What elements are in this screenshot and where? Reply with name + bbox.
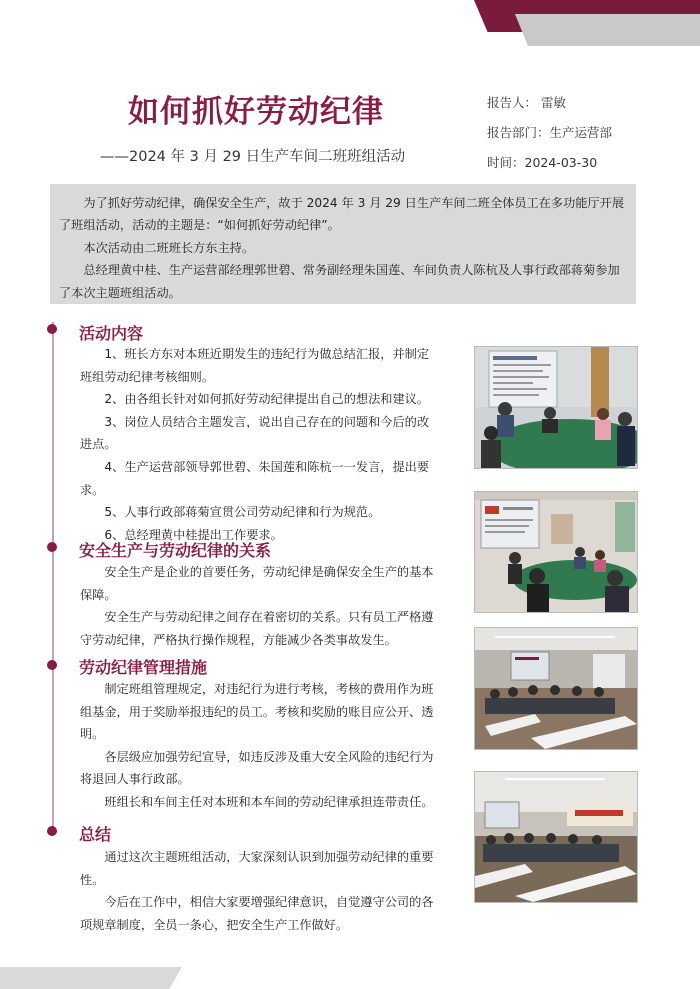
intro-paragraph-1: 为了抓好劳动纪律，确保安全生产，故于 2024 年 3 月 29 日生产车间二班全体员工在多功能厅开展 xyxy=(83,196,625,210)
measures-paragraph-2: 各层级应加强劳纪宣导，如违反涉及重大安全风险的违纪行为将退回人事行政部。 xyxy=(80,749,434,787)
timeline-bullet xyxy=(47,324,57,334)
summary-paragraph-2: 今后在工作中，相信大家要增强纪律意识，自觉遵守公司的各项规章制度，全员一条心，把安全生产工作做好。 xyxy=(80,895,434,932)
reporter: 报告人： 雷敏 xyxy=(487,95,566,110)
section-heading-relationship: 安全生产与劳动纪律的关系 xyxy=(79,541,272,560)
intro-paragraph-1-cont: 了班组活动，活动的主题是：“如何抓好劳动纪律”。 xyxy=(59,218,340,233)
relationship-paragraph-2: 安全生产与劳动纪律之间存在着密切的关系。只有员工严格遵守劳动纪律，严格执行操作规程，方能减少各类事故发生。 xyxy=(80,610,434,647)
footer-decoration xyxy=(0,967,182,989)
intro-paragraph-3: 总经理黄中桂、生产运营部经理郭世碧、常务副经理朱国莲、车间负责人陈杭及人事行政部蒋菊参加 xyxy=(83,263,620,278)
report-date: 时间：2024-03-30 xyxy=(487,155,598,170)
section-body-summary xyxy=(80,846,440,936)
timeline-bullet xyxy=(47,826,57,836)
section-heading-measures: 劳动纪律管理措施 xyxy=(79,658,208,677)
timeline-bullet xyxy=(47,542,57,552)
measures-paragraph-3: 班组长和车间主任对本班和本车间的劳动纪律承担连带责任。 xyxy=(104,794,434,809)
activity-photo-2 xyxy=(474,491,638,613)
measures-paragraph-1: 制定班组管理规定，对违纪行为进行考核，考核的费用作为班组基金，用于奖励举报违纪的员工。考核和奖励的账目应公开、透明。 xyxy=(80,682,434,742)
intro-box xyxy=(50,184,636,304)
section-heading-summary: 总结 xyxy=(79,825,112,844)
page-title: 如何抓好劳动纪律 xyxy=(128,94,384,130)
section-body-activity xyxy=(80,343,440,546)
activity-item-4: 4、生产运营部领导郭世碧、朱国莲和陈杭一一发言，提出要求。 xyxy=(80,459,430,497)
activity-item-1: 1、班长方东对本班近期发生的违纪行为做总结汇报，并制定班组劳动纪律考核细则。 xyxy=(80,347,430,384)
report-meta xyxy=(487,94,612,184)
activity-photo-4 xyxy=(474,771,638,903)
activity-photo-1 xyxy=(474,346,638,469)
relationship-paragraph-1: 安全生产是企业的首要任务，劳动纪律是确保安全生产的基本保障。 xyxy=(80,565,434,602)
timeline-bullet xyxy=(47,660,57,670)
section-heading-activity: 活动内容 xyxy=(79,324,144,343)
activity-item-6: 6、总经理黄中桂提出工作要求。 xyxy=(104,527,283,542)
summary-paragraph-1: 通过这次主题班组活动，大家深刻认识到加强劳动纪律的重要性。 xyxy=(80,850,434,887)
section-body-relationship xyxy=(80,561,440,651)
activity-item-2: 2、由各组长针对如何抓好劳动纪律提出自己的想法和建议。 xyxy=(104,392,430,407)
activity-item-3: 3、岗位人员结合主题发言，说出自己存在的问题和今后的改进点。 xyxy=(80,414,430,452)
intro-paragraph-2: 本次活动由二班班长方东主持。 xyxy=(83,240,255,255)
timeline-line xyxy=(52,322,54,836)
intro-paragraph-3-cont: 了本次主题班组活动。 xyxy=(59,285,181,300)
report-department: 报告部门：生产运营部 xyxy=(487,125,613,140)
activity-photo-3 xyxy=(474,627,638,750)
header-decoration-gray xyxy=(515,14,700,46)
page-subtitle: ——2024 年 3 月 29 日生产车间二班班组活动 xyxy=(100,149,406,165)
section-body-measures xyxy=(80,678,440,814)
activity-item-5: 5、人事行政部蒋菊宣贯公司劳动纪律和行为规范。 xyxy=(104,505,381,520)
